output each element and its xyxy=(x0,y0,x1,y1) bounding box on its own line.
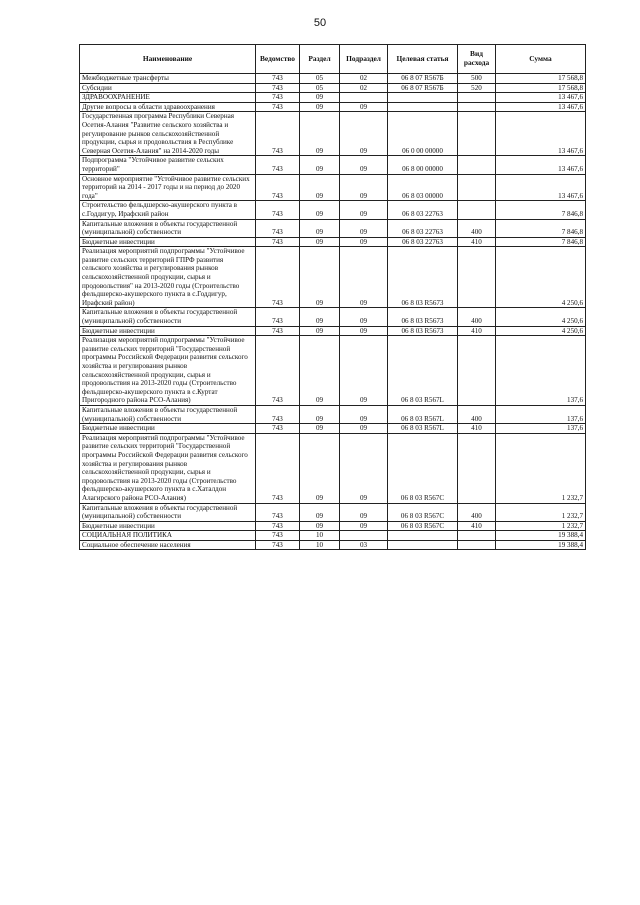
row-celevaya-statya: 06 8 03 R567C xyxy=(388,503,458,521)
row-podrazdel: 09 xyxy=(340,102,388,112)
row-name: Бюджетные инвестиции xyxy=(80,326,256,336)
row-summa: 7 846,8 xyxy=(496,237,586,247)
header-celevaya-statya: Целевая статья xyxy=(388,45,458,74)
row-celevaya-statya: 06 8 07 R567Б xyxy=(388,74,458,84)
row-celevaya-statya: 06 8 03 R567L xyxy=(388,405,458,423)
row-vedomstvo: 743 xyxy=(256,424,300,434)
row-summa: 1 232,7 xyxy=(496,503,586,521)
row-podrazdel: 09 xyxy=(340,219,388,237)
row-vedomstvo: 743 xyxy=(256,83,300,93)
row-razdel: 09 xyxy=(300,237,340,247)
row-vid-rashoda xyxy=(458,112,496,156)
budget-table xyxy=(79,44,586,550)
row-podrazdel: 02 xyxy=(340,83,388,93)
row-summa: 13 467,6 xyxy=(496,112,586,156)
table-row xyxy=(80,405,586,423)
table-row xyxy=(80,93,586,103)
row-summa: 4 250,6 xyxy=(496,308,586,326)
row-podrazdel: 09 xyxy=(340,112,388,156)
row-name: Реализация мероприятий подпрограммы "Устойчивое развитие сельских территорий ГПРФ развития сельского хозяйства и регулирования рынков сельскохозяйственной продукции, сырья и продовольствия" на 2013-2020 годы (Строительство фельдшерско-акушерского пункта в с.Годдигур, Ирафский район) xyxy=(80,247,256,308)
row-summa: 13 467,6 xyxy=(496,156,586,174)
row-celevaya-statya: 06 8 07 R567Б xyxy=(388,83,458,93)
row-vid-rashoda xyxy=(458,102,496,112)
table-row xyxy=(80,326,586,336)
row-vedomstvo: 743 xyxy=(256,219,300,237)
row-vid-rashoda: 410 xyxy=(458,424,496,434)
row-vid-rashoda: 410 xyxy=(458,326,496,336)
row-razdel: 09 xyxy=(300,405,340,423)
row-vedomstvo: 743 xyxy=(256,112,300,156)
header-summa: Сумма xyxy=(496,45,586,74)
row-razdel: 09 xyxy=(300,112,340,156)
row-razdel: 09 xyxy=(300,201,340,219)
row-podrazdel: 09 xyxy=(340,424,388,434)
row-vid-rashoda: 400 xyxy=(458,308,496,326)
row-celevaya-statya: 06 8 03 R567L xyxy=(388,424,458,434)
table-row xyxy=(80,112,586,156)
row-podrazdel: 09 xyxy=(340,201,388,219)
row-celevaya-statya: 06 8 03 22763 xyxy=(388,201,458,219)
row-razdel: 09 xyxy=(300,219,340,237)
row-podrazdel: 09 xyxy=(340,326,388,336)
header-podrazdel: Подраздел xyxy=(340,45,388,74)
row-name: Реализация мероприятий подпрограммы "Устойчивое развитие сельских территорий "Государственной программы Российской Федерации развития сельского хозяйства и регулирования рынков сельскохозяйственной продукции, сырья и продовольствия на 2013-2020 годы (Строительство фельдшерско-акушерского пункта в с.Куртат Пригородного района РСО-Алания) xyxy=(80,336,256,406)
header-vedomstvo: Ведомство xyxy=(256,45,300,74)
row-podrazdel: 09 xyxy=(340,433,388,503)
table-row xyxy=(80,424,586,434)
row-celevaya-statya xyxy=(388,531,458,541)
row-vedomstvo: 743 xyxy=(256,433,300,503)
row-vid-rashoda: 410 xyxy=(458,237,496,247)
row-celevaya-statya: 06 8 03 R5673 xyxy=(388,326,458,336)
table-row xyxy=(80,83,586,93)
row-podrazdel: 09 xyxy=(340,156,388,174)
table-row xyxy=(80,433,586,503)
table-row xyxy=(80,540,586,550)
row-podrazdel: 03 xyxy=(340,540,388,550)
row-podrazdel xyxy=(340,93,388,103)
row-celevaya-statya: 06 8 00 00000 xyxy=(388,156,458,174)
row-vedomstvo: 743 xyxy=(256,93,300,103)
row-summa: 7 846,8 xyxy=(496,219,586,237)
row-vid-rashoda: 400 xyxy=(458,503,496,521)
row-razdel: 05 xyxy=(300,83,340,93)
row-razdel: 09 xyxy=(300,247,340,308)
row-name: Межбюджетные трансферты xyxy=(80,74,256,84)
row-vid-rashoda xyxy=(458,531,496,541)
row-summa: 4 250,6 xyxy=(496,247,586,308)
row-celevaya-statya: 06 8 03 R567C xyxy=(388,433,458,503)
row-name: Капитальные вложения в объекты государственной (муниципальной) собственности xyxy=(80,308,256,326)
row-razdel: 09 xyxy=(300,174,340,201)
row-name: СОЦИАЛЬНАЯ ПОЛИТИКА xyxy=(80,531,256,541)
row-summa: 137,6 xyxy=(496,336,586,406)
row-vedomstvo: 743 xyxy=(256,503,300,521)
row-razdel: 10 xyxy=(300,531,340,541)
row-vid-rashoda xyxy=(458,93,496,103)
row-summa: 1 232,7 xyxy=(496,521,586,531)
row-razdel: 09 xyxy=(300,93,340,103)
row-vid-rashoda: 400 xyxy=(458,219,496,237)
row-name: Бюджетные инвестиции xyxy=(80,237,256,247)
row-podrazdel: 02 xyxy=(340,74,388,84)
table-row xyxy=(80,201,586,219)
row-razdel: 09 xyxy=(300,521,340,531)
row-vid-rashoda: 400 xyxy=(458,405,496,423)
row-vedomstvo: 743 xyxy=(256,405,300,423)
row-vedomstvo: 743 xyxy=(256,326,300,336)
table-header-row xyxy=(80,45,586,74)
row-name: Основное мероприятие "Устойчивое развитие сельских территорий на 2014 - 2017 годы и на период до 2020 года" xyxy=(80,174,256,201)
row-celevaya-statya: 06 8 03 22763 xyxy=(388,237,458,247)
row-podrazdel: 09 xyxy=(340,336,388,406)
table-row xyxy=(80,237,586,247)
row-name: Бюджетные инвестиции xyxy=(80,424,256,434)
row-vid-rashoda xyxy=(458,247,496,308)
row-razdel: 09 xyxy=(300,433,340,503)
row-razdel: 09 xyxy=(300,102,340,112)
row-celevaya-statya: 06 8 03 R567C xyxy=(388,521,458,531)
header-razdel: Раздел xyxy=(300,45,340,74)
row-vid-rashoda xyxy=(458,156,496,174)
row-celevaya-statya xyxy=(388,102,458,112)
row-name: Субсидии xyxy=(80,83,256,93)
row-summa: 7 846,8 xyxy=(496,201,586,219)
row-celevaya-statya: 06 8 03 R5673 xyxy=(388,308,458,326)
header-vid-rashoda: Вид расхода xyxy=(458,45,496,74)
row-razdel: 09 xyxy=(300,336,340,406)
row-summa: 19 388,4 xyxy=(496,540,586,550)
row-summa: 13 467,6 xyxy=(496,174,586,201)
row-razdel: 10 xyxy=(300,540,340,550)
row-vid-rashoda: 410 xyxy=(458,521,496,531)
row-summa: 13 467,6 xyxy=(496,102,586,112)
row-podrazdel: 09 xyxy=(340,308,388,326)
row-razdel: 05 xyxy=(300,74,340,84)
row-podrazdel: 09 xyxy=(340,237,388,247)
row-vid-rashoda: 520 xyxy=(458,83,496,93)
row-vid-rashoda xyxy=(458,540,496,550)
row-name: Социальное обеспечение населения xyxy=(80,540,256,550)
row-vid-rashoda xyxy=(458,336,496,406)
table-row xyxy=(80,102,586,112)
row-razdel: 09 xyxy=(300,326,340,336)
row-name: ЗДРАВООХРАНЕНИЕ xyxy=(80,93,256,103)
row-summa: 137,6 xyxy=(496,424,586,434)
table-row xyxy=(80,531,586,541)
row-summa: 17 568,8 xyxy=(496,83,586,93)
table-row xyxy=(80,336,586,406)
row-podrazdel: 09 xyxy=(340,503,388,521)
row-vedomstvo: 743 xyxy=(256,237,300,247)
row-name: Капитальные вложения в объекты государственной (муниципальной) собственности xyxy=(80,405,256,423)
row-name: Государственная программа Республики Северная Осетия-Алания "Развитие сельского хозяйства и регулирование рынков сельскохозяйственной продукции, сырья и продовольствия в Республике Северная Осетия-Алания" на 2014-2020 годы xyxy=(80,112,256,156)
row-name: Подпрограмма "Устойчивое развитие сельских территорий" xyxy=(80,156,256,174)
row-vid-rashoda xyxy=(458,433,496,503)
row-celevaya-statya: 06 8 03 R567L xyxy=(388,336,458,406)
row-vedomstvo: 743 xyxy=(256,531,300,541)
table-body xyxy=(80,74,586,550)
table-row xyxy=(80,219,586,237)
row-razdel: 09 xyxy=(300,424,340,434)
row-podrazdel xyxy=(340,531,388,541)
row-podrazdel: 09 xyxy=(340,247,388,308)
table-row xyxy=(80,503,586,521)
row-summa: 4 250,6 xyxy=(496,326,586,336)
row-vedomstvo: 743 xyxy=(256,540,300,550)
table-row xyxy=(80,521,586,531)
row-vedomstvo: 743 xyxy=(256,156,300,174)
row-celevaya-statya: 06 0 00 00000 xyxy=(388,112,458,156)
row-razdel: 09 xyxy=(300,156,340,174)
row-vedomstvo: 743 xyxy=(256,336,300,406)
row-name: Реализация мероприятий подпрограммы "Устойчивое развитие сельских территорий "Государственной программы Российской Федерации развития сельского хозяйства и регулирования рынков сельскохозяйственной продукции, сырья и продовольствия на 2013-2020 годы (Строительство фельдшерско-акушерского пункта в с.Хаталдон Алагирского района РСО-Алания) xyxy=(80,433,256,503)
row-podrazdel: 09 xyxy=(340,521,388,531)
page-number: 50 xyxy=(313,17,327,29)
row-name: Капитальные вложения в объекты государственной (муниципальной) собственности xyxy=(80,219,256,237)
row-vedomstvo: 743 xyxy=(256,308,300,326)
row-summa: 13 467,6 xyxy=(496,93,586,103)
row-vid-rashoda xyxy=(458,201,496,219)
row-name: Бюджетные инвестиции xyxy=(80,521,256,531)
row-name: Другие вопросы в области здравоохранения xyxy=(80,102,256,112)
table-row xyxy=(80,308,586,326)
row-vedomstvo: 743 xyxy=(256,201,300,219)
row-celevaya-statya: 06 8 03 R5673 xyxy=(388,247,458,308)
row-vid-rashoda: 500 xyxy=(458,74,496,84)
table-row xyxy=(80,156,586,174)
row-vedomstvo: 743 xyxy=(256,521,300,531)
row-summa: 17 568,8 xyxy=(496,74,586,84)
row-summa: 1 232,7 xyxy=(496,433,586,503)
table-row xyxy=(80,74,586,84)
table-row xyxy=(80,174,586,201)
row-razdel: 09 xyxy=(300,503,340,521)
row-name: Капитальные вложения в объекты государственной (муниципальной) собственности xyxy=(80,503,256,521)
row-celevaya-statya: 06 8 03 00000 xyxy=(388,174,458,201)
row-podrazdel: 09 xyxy=(340,174,388,201)
row-name: Строительство фельдшерско-акушерского пункта в с.Годдигур, Ирафский район xyxy=(80,201,256,219)
row-razdel: 09 xyxy=(300,308,340,326)
row-podrazdel: 09 xyxy=(340,405,388,423)
row-celevaya-statya xyxy=(388,93,458,103)
row-celevaya-statya: 06 8 03 22763 xyxy=(388,219,458,237)
header-name: Наименование xyxy=(80,45,256,74)
row-vedomstvo: 743 xyxy=(256,102,300,112)
row-summa: 19 388,4 xyxy=(496,531,586,541)
row-celevaya-statya xyxy=(388,540,458,550)
row-summa: 137,6 xyxy=(496,405,586,423)
row-vedomstvo: 743 xyxy=(256,174,300,201)
row-vedomstvo: 743 xyxy=(256,247,300,308)
row-vid-rashoda xyxy=(458,174,496,201)
row-vedomstvo: 743 xyxy=(256,74,300,84)
table-row xyxy=(80,247,586,308)
